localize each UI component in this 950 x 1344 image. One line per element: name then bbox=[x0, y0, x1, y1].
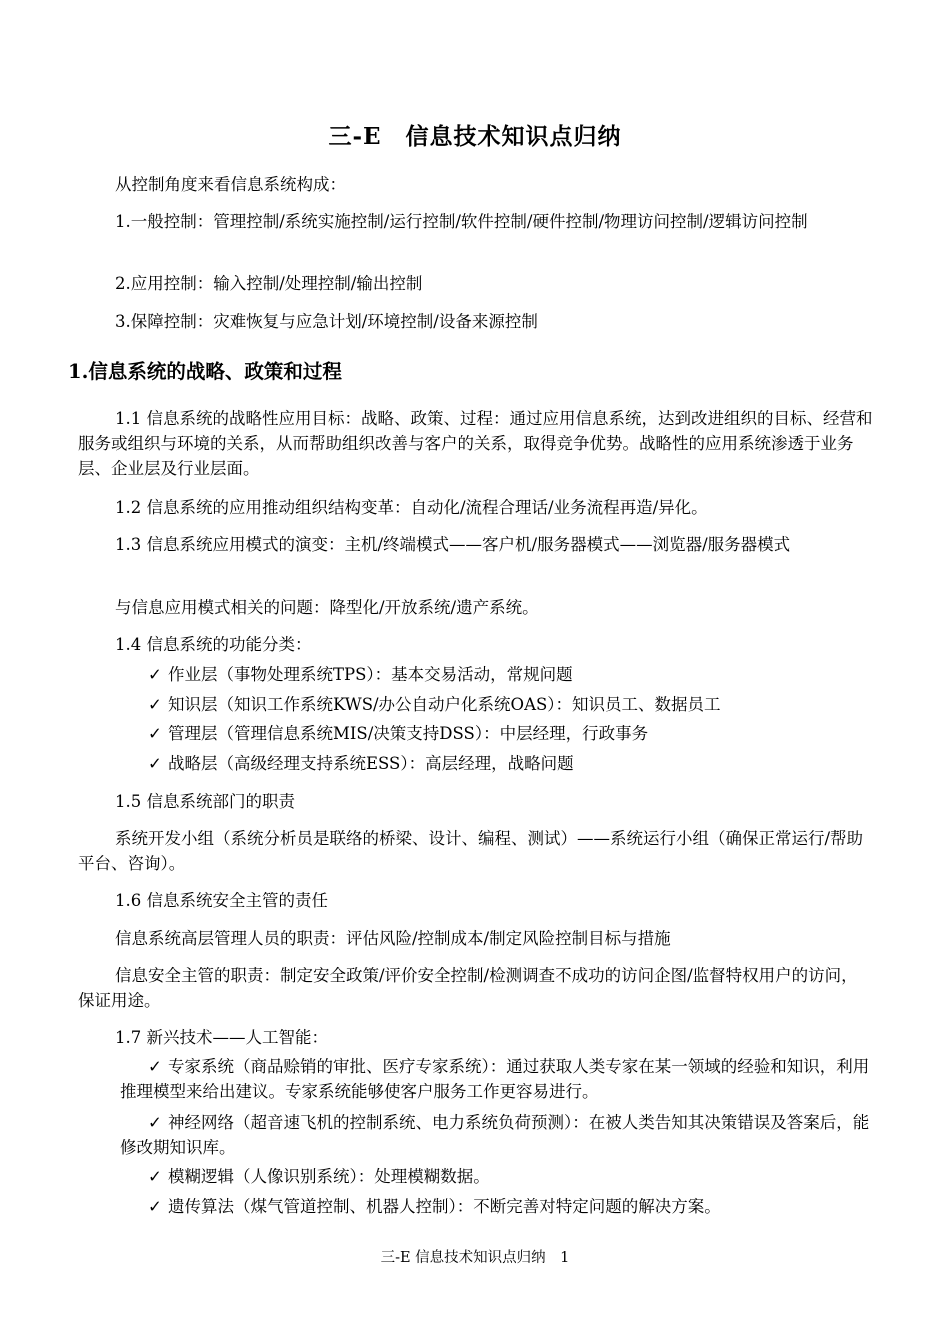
intro-lead: 从控制角度来看信息系统构成： bbox=[115, 175, 346, 194]
para-1-3b: 与信息应用模式相关的问题：降型化/开放系统/遗产系统。 bbox=[115, 598, 539, 617]
check-icon: ✓ bbox=[148, 695, 162, 714]
ai-item: ✓ 专家系统（商品赊销的审批、医疗专家系统）：通过获取人类专家在某一领域的经验和知识，利用推理模型来给出建议。专家系统能够使客户服务工作更容易进行。 bbox=[120, 1054, 874, 1104]
para-1-2: 1.2 信息系统的应用推动组织结构变革：自动化/流程合理话/业务流程再造/异化。 bbox=[115, 498, 708, 517]
intro-item-2: 2.应用控制：输入控制/处理控制/输出控制 bbox=[115, 274, 423, 293]
para-1-4: 1.4 信息系统的功能分类： bbox=[115, 635, 312, 654]
check-icon: ✓ bbox=[148, 724, 162, 743]
para-1-1: 1.1 信息系统的战略性应用目标：战略、政策、过程：通过应用信息系统，达到改进组织的目标、经营和服务或组织与环境的关系，从而帮助组织改善与客户的关系，取得竞争优势。战略性的应用系统渗透于业务层、企业层及行业层面。 bbox=[78, 409, 873, 478]
layer-item: ✓ 管理层（管理信息系统MIS/决策支持DSS）：中层经理，行政事务 bbox=[148, 721, 874, 746]
layer-item: ✓ 作业层（事物处理系统TPS）：基本交易活动，常规问题 bbox=[148, 662, 874, 687]
para-1-6b: 信息系统高层管理人员的职责：评估风险/控制成本/制定风险控制目标与措施 bbox=[115, 929, 671, 948]
ai-item: ✓ 模糊逻辑（人像识别系统）：处理模糊数据。 bbox=[120, 1164, 874, 1189]
layer-item: ✓ 战略层（高级经理支持系统ESS）：高层经理，战略问题 bbox=[148, 751, 874, 776]
para-1-5b: 系统开发小组（系统分析员是联络的桥梁、设计、编程、测试）——系统运行小组（确保正常运行/帮助平台、咨询）。 bbox=[78, 829, 864, 873]
check-icon: ✓ bbox=[148, 1167, 162, 1186]
check-icon: ✓ bbox=[148, 754, 162, 773]
intro-item-1: 1.一般控制：管理控制/系统实施控制/运行控制/软件控制/硬件控制/物理访问控制/逻辑访问控制 bbox=[115, 212, 808, 231]
para-1-7: 1.7 新兴技术——人工智能： bbox=[115, 1028, 328, 1047]
check-icon: ✓ bbox=[148, 1057, 162, 1076]
check-icon: ✓ bbox=[148, 1197, 162, 1216]
intro-item-3: 3.保障控制：灾难恢复与应急计划/环境控制/设备来源控制 bbox=[115, 312, 538, 331]
page-footer: 三-E 信息技术知识点归纳 1 bbox=[380, 1250, 570, 1266]
ai-item: ✓ 神经网络（超音速飞机的控制系统、电力系统负荷预测）：在被人类告知其决策错误及答案后，能修改期知识库。 bbox=[120, 1110, 874, 1160]
check-icon: ✓ bbox=[148, 665, 162, 684]
para-1-6c: 信息安全主管的职责：制定安全政策/评价安全控制/检测调查不成功的访问企图/监督特权用户的访问，保证用途。 bbox=[78, 966, 858, 1010]
section-heading: 1.信息系统的战略、政策和过程 bbox=[68, 360, 342, 383]
para-1-6: 1.6 信息系统安全主管的责任 bbox=[115, 891, 328, 910]
check-icon: ✓ bbox=[148, 1113, 162, 1132]
ai-item: ✓ 遗传算法（煤气管道控制、机器人控制）：不断完善对特定问题的解决方案。 bbox=[120, 1194, 874, 1219]
para-1-5: 1.5 信息系统部门的职责 bbox=[115, 792, 295, 811]
page-title: 三-E 信息技术知识点归纳 bbox=[328, 123, 622, 150]
layer-item: ✓ 知识层（知识工作系统KWS/办公自动户化系统OAS）：知识员工、数据员工 bbox=[148, 692, 874, 717]
para-1-3: 1.3 信息系统应用模式的演变：主机/终端模式——客户机/服务器模式——浏览器/服务器模式 bbox=[115, 535, 791, 554]
